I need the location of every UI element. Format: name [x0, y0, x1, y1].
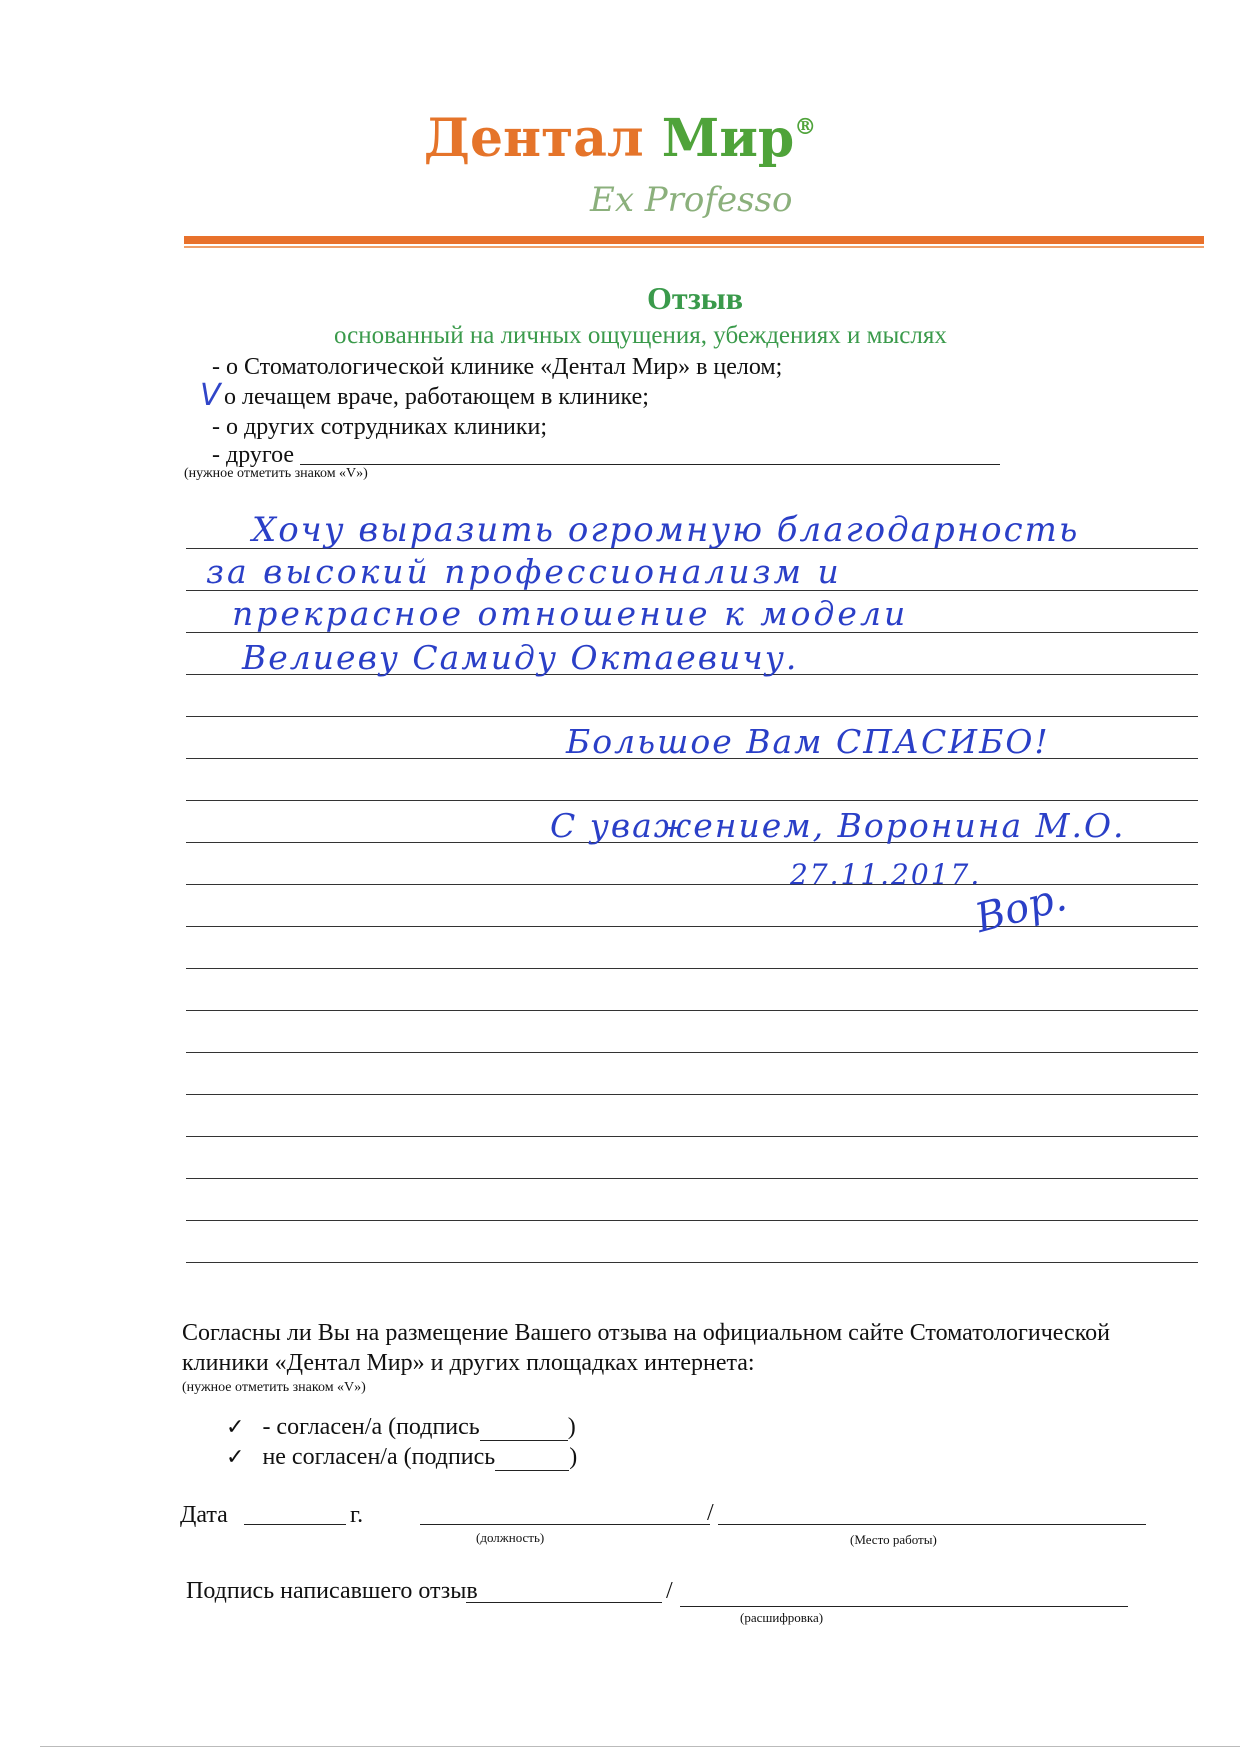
disagree-close-paren: )	[569, 1444, 578, 1470]
position-caption: (должность)	[476, 1530, 545, 1545]
review-line	[186, 926, 1198, 927]
brand-name-part2: Мир	[661, 108, 795, 169]
brand-tagline: Ex Professo	[590, 180, 793, 220]
agree-label: - согласен/а (подпись	[262, 1414, 480, 1440]
date-input-line[interactable]	[244, 1524, 346, 1525]
review-line	[186, 800, 1198, 801]
signature-label: Подпись написавшего отзыв	[186, 1578, 478, 1604]
mark-note: (нужное отметить знаком «V»)	[184, 466, 368, 481]
form-subtitle: основанный на личных ощущения, убеждениях и мыслях	[334, 322, 947, 349]
consent-mark-note: (нужное отметить знаком «V»)	[182, 1380, 366, 1395]
review-text-line5: Большое Вам СПАСИБО!	[566, 722, 1050, 761]
disagree-signature-blank[interactable]	[495, 1450, 569, 1471]
workplace-input-line[interactable]	[718, 1524, 1146, 1525]
review-text-line2: за высокий профессионализм и	[206, 552, 842, 591]
review-line	[186, 1178, 1198, 1179]
workplace-caption: (Место работы)	[850, 1532, 937, 1547]
option-clinic[interactable]: - о Стоматологической клинике «Дентал Мир» в целом;	[212, 354, 783, 380]
consent-agree-option[interactable]	[226, 1414, 576, 1441]
handwritten-signature: Вор.	[970, 873, 1072, 943]
form-title: Отзыв	[646, 280, 744, 316]
agree-close-paren: )	[567, 1414, 576, 1440]
review-line	[186, 1052, 1198, 1053]
review-line	[186, 1220, 1198, 1221]
decode-input-line[interactable]	[680, 1606, 1128, 1607]
header-divider	[184, 236, 1204, 244]
selected-check-mark: V	[200, 378, 221, 413]
consent-disagree-option[interactable]	[226, 1444, 577, 1471]
consent-question-line1: Согласны ли Вы на размещение Вашего отзыва на официальном сайте Стоматологической	[182, 1320, 1110, 1346]
review-line	[186, 1136, 1198, 1137]
review-text-line1: Хочу выразить огромную благодарность	[252, 510, 1080, 550]
review-text-line6: С уважением, Воронина М.О.	[550, 806, 1126, 845]
decode-caption: (расшифровка)	[740, 1610, 824, 1625]
review-line	[186, 1262, 1198, 1263]
date-label: Дата	[180, 1502, 228, 1528]
signature-input-line[interactable]	[466, 1602, 662, 1603]
year-suffix: г.	[350, 1502, 364, 1528]
scan-edge	[40, 1746, 1240, 1747]
consent-question-line2: клиники «Дентал Мир» и других площадках интернета:	[182, 1350, 755, 1376]
option-other[interactable]: - другое	[212, 442, 295, 468]
other-input-line[interactable]	[300, 464, 1000, 465]
footer-slash: /	[707, 1500, 714, 1526]
review-line	[186, 968, 1198, 969]
disagree-label: не согласен/а (подпись	[262, 1444, 496, 1470]
brand-logo	[0, 108, 1240, 169]
review-line	[186, 716, 1198, 717]
review-line	[186, 1010, 1198, 1011]
brand-name-part1: Дентал	[423, 108, 644, 169]
registered-mark: ®	[794, 114, 817, 140]
check-icon: ✓	[226, 1445, 245, 1470]
position-input-line[interactable]	[420, 1524, 710, 1525]
review-line	[186, 1094, 1198, 1095]
agree-signature-blank[interactable]	[480, 1420, 568, 1441]
review-date: 27.11.2017.	[790, 858, 982, 891]
option-staff[interactable]: - о других сотрудниках клиники;	[212, 414, 548, 440]
option-doctor[interactable]: о лечащем враче, работающем в клинике;	[224, 384, 649, 410]
review-text-line4: Велиеву Самиду Октаевичу.	[242, 638, 799, 677]
signature-slash: /	[666, 1578, 673, 1604]
review-text-line3: прекрасное отношение к модели	[232, 594, 909, 633]
check-icon: ✓	[226, 1415, 245, 1440]
header-divider-thin	[184, 246, 1204, 248]
